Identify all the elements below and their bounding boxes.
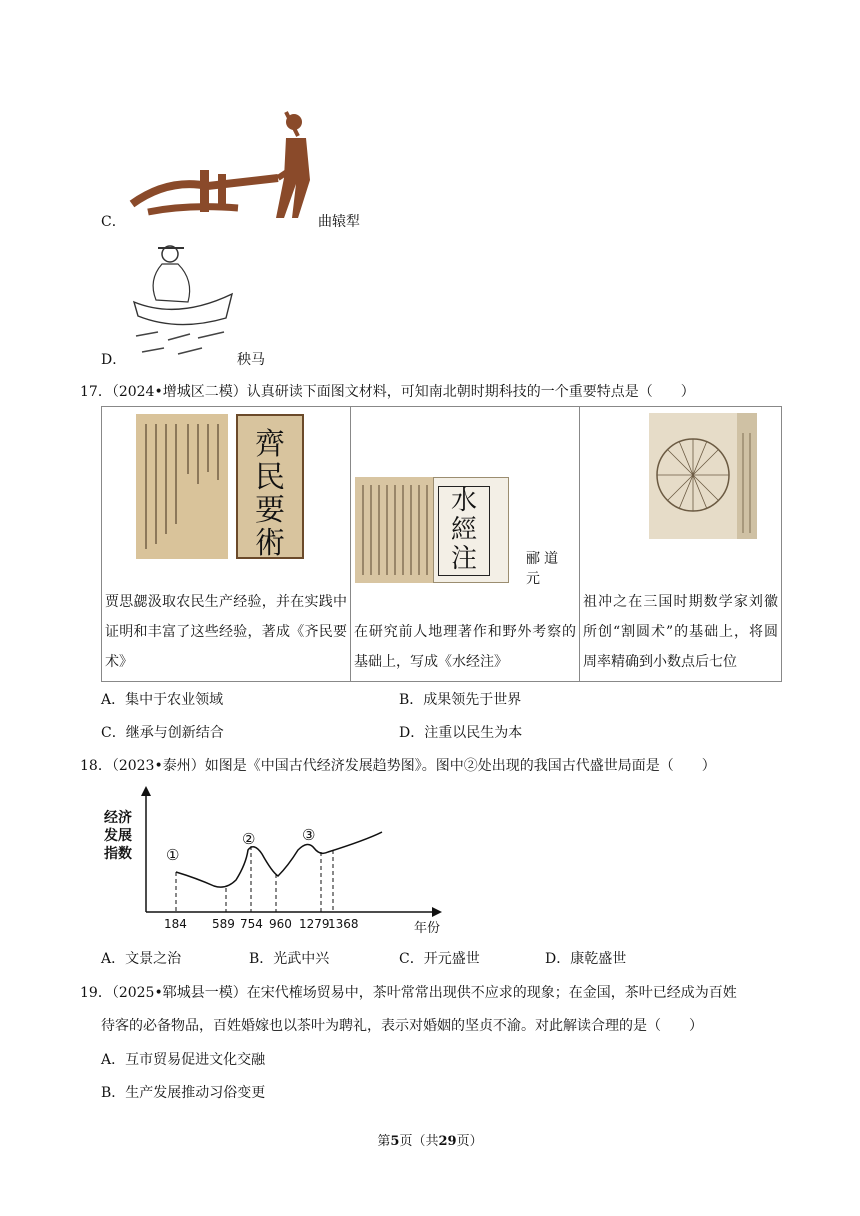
page-footer: 第5页（共29页） xyxy=(377,1134,483,1149)
x-axis-label: 年份 xyxy=(414,921,441,936)
q17-option-c: C．继承与创新结合 xyxy=(101,725,224,741)
shuijingzhu-cover: 水經注 xyxy=(433,477,509,583)
trend-line xyxy=(176,832,382,887)
economy-trend-chart xyxy=(96,784,456,936)
page-total: 29 xyxy=(438,1134,457,1149)
option-d-letter: D． xyxy=(101,352,127,368)
page-number: 5 xyxy=(390,1134,400,1149)
material-cell-3 xyxy=(580,407,782,682)
q18-option-c: C．开元盛世 xyxy=(399,951,480,967)
q17-option-a: A．集中于农业领域 xyxy=(101,692,224,708)
marker-2: ② xyxy=(242,830,256,848)
seedling-horse-image xyxy=(128,240,238,362)
q19-option-a: A．互市贸易促进文化交融 xyxy=(101,1052,266,1068)
q17-option-d: D．注重以民生为本 xyxy=(399,725,523,741)
tick-1279: 1279 xyxy=(299,917,330,931)
marker-3: ③ xyxy=(302,826,316,844)
tick-1368: 1368 xyxy=(328,917,359,931)
shuijingzhu-page-image xyxy=(355,477,433,583)
material-table xyxy=(101,406,782,682)
option-d-caption: 秧马 xyxy=(237,352,265,368)
question-19-stem-line1: 19．（2025•郓城县一模）在宋代榷场贸易中，茶叶常常出现供不应求的现象；在金国，茶叶已经成为百姓 xyxy=(80,985,737,1001)
option-c-caption: 曲辕犁 xyxy=(318,214,360,230)
cell-3-text: 祖冲之在三国时期数学家刘徽所创“割圆术”的基础上，将圆周率精确到小数点后七位 xyxy=(583,594,778,670)
circle-division-image xyxy=(649,413,757,539)
book-page-image xyxy=(136,414,228,559)
question-19-stem-line2: 待客的必备物品，百姓婚嫁也以茶叶为聘礼，表示对婚姻的坚贞不渝。对此解读合理的是（ ） xyxy=(101,1018,703,1034)
y-axis-label: 经济发展指数 xyxy=(104,810,132,862)
material-cell-1 xyxy=(102,407,351,682)
q17-option-b: B．成果领先于世界 xyxy=(399,692,522,708)
material-cell-2 xyxy=(351,407,580,682)
marker-1: ① xyxy=(166,846,180,864)
q19-option-b: B．生产发展推动习俗变更 xyxy=(101,1085,266,1101)
option-c-letter: C． xyxy=(101,214,126,230)
tick-184: 184 xyxy=(164,917,187,931)
qimin-yaoshu-cover: 齊民要術 xyxy=(236,414,304,559)
cell-2-text: 在研究前人地理著作和野外考察的基础上，写成《水经注》 xyxy=(354,624,576,670)
curved-plow-image xyxy=(128,108,318,226)
q18-option-a: A．文景之治 xyxy=(101,951,182,967)
tick-589: 589 xyxy=(212,917,235,931)
tick-754: 754 xyxy=(240,917,263,931)
question-18-stem: 18．（2023•泰州）如图是《中国古代经济发展趋势图》。图中②处出现的我国古代盛世局面是（ ） xyxy=(80,758,716,774)
q18-option-b: B．光武中兴 xyxy=(249,951,330,967)
tick-960: 960 xyxy=(269,917,292,931)
question-17-stem: 17．（2024•增城区二模）认真研读下面图文材料，可知南北朝时期科技的一个重要特点是（ ） xyxy=(80,384,695,400)
cell-2-author: 郦道元 xyxy=(526,551,562,587)
q18-option-d: D．康乾盛世 xyxy=(545,951,627,967)
cell-1-text: 贾思勰汲取农民生产经验，并在实践中证明和丰富了这些经验，著成《齐民要术》 xyxy=(105,594,347,670)
